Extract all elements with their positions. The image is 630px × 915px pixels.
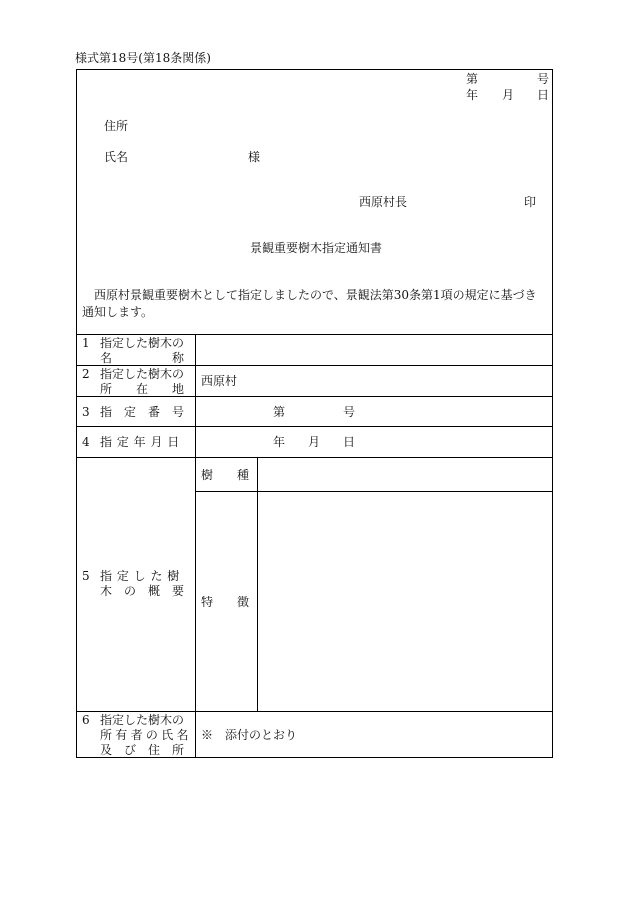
doc-number-prefix: 第 (466, 72, 479, 86)
seal-mark: 印 (524, 195, 537, 209)
name-label: 氏名 (104, 150, 129, 164)
row-divider (76, 457, 553, 458)
row2-label-line1: 指定した樹木の (100, 367, 185, 381)
date-year: 年 (466, 88, 479, 102)
row4-month: 月 (308, 435, 321, 449)
honorific: 様 (248, 150, 261, 164)
row2-number: 2 (82, 367, 90, 381)
row5-label-line2: 木 の 概 要 (100, 584, 185, 598)
row2-label-line2: 所 在 地 (100, 382, 185, 396)
doc-number-suffix: 号 (537, 72, 550, 86)
row5-label-line1: 指 定 し た 樹 (100, 569, 180, 583)
row1-label-line2: 名 称 (100, 351, 185, 365)
species-divider (195, 491, 553, 492)
row3-label: 指 定 番 号 (100, 405, 185, 419)
row3-number-prefix: 第 (273, 405, 286, 419)
row3-number-suffix: 号 (343, 405, 356, 419)
row6-label-line3: 及 び 住 所 (100, 743, 185, 757)
address-label: 住所 (104, 119, 129, 133)
row4-number: 4 (82, 435, 90, 449)
date-month: 月 (502, 88, 515, 102)
row5-number: 5 (82, 569, 90, 583)
row4-label: 指 定 年 月 日 (100, 435, 180, 449)
features-label: 特 徴 (201, 595, 250, 609)
subfield-column-rule (257, 457, 258, 711)
row1-label-line1: 指定した樹木の (100, 336, 185, 350)
notice-body-text: 西原村景観重要樹木として指定しましたので、景観法第30条第1項の規定に基づき通知します。 (82, 288, 537, 319)
row-divider (76, 365, 553, 366)
row4-day: 日 (343, 435, 356, 449)
row2-location-value: 西原村 (201, 374, 238, 388)
row4-year: 年 (273, 435, 286, 449)
label-column-rule (195, 334, 196, 758)
table-top-rule (76, 334, 553, 335)
form-number-label: 様式第18号(第18条関係) (75, 51, 211, 65)
date-day: 日 (537, 88, 550, 102)
row6-label-line2: 所有者の氏名 (100, 728, 192, 742)
row6-label-line1: 指定した樹木の (100, 713, 185, 727)
species-label: 樹 種 (201, 468, 250, 482)
row3-number: 3 (82, 405, 90, 419)
row-divider (76, 711, 553, 712)
row6-owner-value: ※ 添付のとおり (201, 728, 298, 742)
row6-number: 6 (82, 713, 90, 727)
sender-title: 西原村長 (359, 195, 408, 209)
document-title: 景観重要樹木指定通知書 (250, 241, 383, 255)
row-divider (76, 396, 553, 397)
row-divider (76, 426, 553, 427)
row1-number: 1 (82, 336, 90, 350)
